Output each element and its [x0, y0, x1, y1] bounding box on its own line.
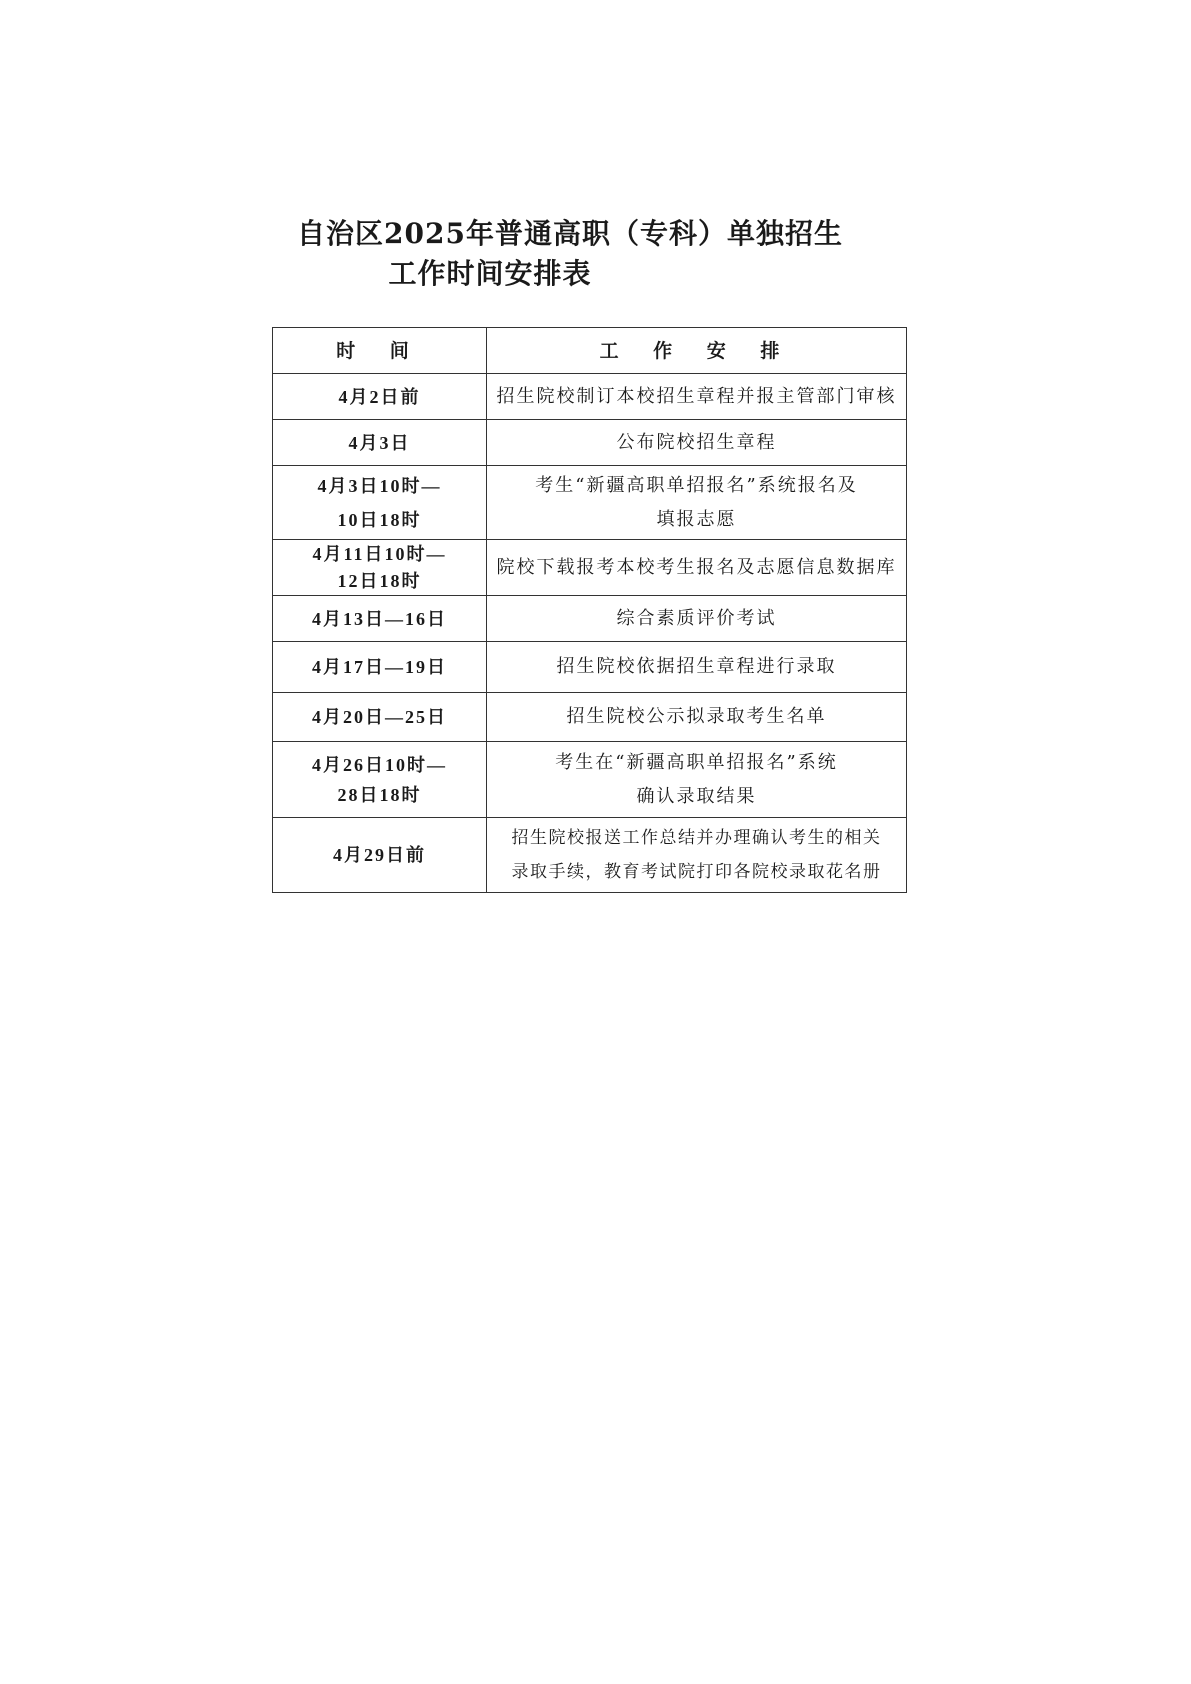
- task-cell: [487, 642, 907, 693]
- time-cell: [273, 466, 487, 540]
- time-cell: [273, 540, 487, 596]
- task-text: 综合素质评价考试: [616, 607, 777, 629]
- task-text: 考生在“新疆高职单招报名”系统: [555, 751, 838, 773]
- task-text: 院校下载报考本校考生报名及志愿信息数据库: [496, 556, 897, 578]
- task-text: 招生院校依据招生章程进行录取: [556, 656, 837, 677]
- header-task: 工 作 安 排: [487, 328, 907, 374]
- task-text: 考生“新疆高职单招报名”系统报名及: [535, 474, 858, 496]
- time-cell: [273, 818, 487, 893]
- time-cell: [273, 596, 487, 642]
- document-title-line-2: 工作时间安排表: [388, 257, 592, 290]
- task-cell: [487, 420, 907, 466]
- time-text: 4月3日: [348, 432, 411, 453]
- time-text: 10日18时: [337, 509, 422, 530]
- document-title-line-1: 自治区2025年普通高职（专科）单独招生: [297, 217, 843, 250]
- table-row: [273, 818, 907, 893]
- time-text: 4月3日10时—: [317, 475, 442, 496]
- task-cell: [487, 540, 907, 596]
- time-text: 4月26日10时—: [312, 754, 447, 775]
- table-row: [273, 693, 907, 742]
- table-row: [273, 540, 907, 596]
- task-cell: [487, 693, 907, 742]
- table-row: [273, 420, 907, 466]
- time-cell: [273, 742, 487, 818]
- task-text: 确认录取结果: [636, 785, 757, 807]
- time-text: 4月13日—16日: [312, 608, 447, 629]
- header-time: 时 间: [273, 328, 487, 374]
- task-text: 招生院校公示拟录取考生名单: [566, 706, 827, 727]
- table-row: [273, 374, 907, 420]
- table-header-row: [273, 328, 907, 374]
- task-text: 公布院校招生章程: [616, 431, 777, 453]
- time-text: 4月11日10时—: [312, 543, 447, 564]
- task-cell: [487, 466, 907, 540]
- time-text: 4月20日—25日: [312, 707, 447, 727]
- task-text: 招生院校报送工作总结并办理确认考生的相关: [511, 828, 882, 848]
- table-row: [273, 466, 907, 540]
- time-text: 12日18时: [337, 570, 422, 591]
- time-text: 4月2日前: [338, 386, 421, 407]
- task-cell: [487, 596, 907, 642]
- time-cell: [273, 420, 487, 466]
- time-cell: [273, 642, 487, 693]
- task-cell: [487, 742, 907, 818]
- task-text: 填报志愿: [656, 508, 737, 530]
- schedule-table: [272, 327, 907, 893]
- table-row: [273, 642, 907, 693]
- time-text: 4月29日前: [333, 845, 426, 865]
- task-cell: [487, 818, 907, 893]
- time-cell: [273, 374, 487, 420]
- time-text: 4月17日—19日: [312, 657, 447, 677]
- task-cell: [487, 374, 907, 420]
- task-text: 录取手续，教育考试院打印各院校录取花名册: [511, 862, 882, 882]
- time-cell: [273, 693, 487, 742]
- task-text: 招生院校制订本校招生章程并报主管部门审核: [496, 385, 897, 407]
- table-row: [273, 596, 907, 642]
- table-row: [273, 742, 907, 818]
- time-text: 28日18时: [337, 784, 422, 805]
